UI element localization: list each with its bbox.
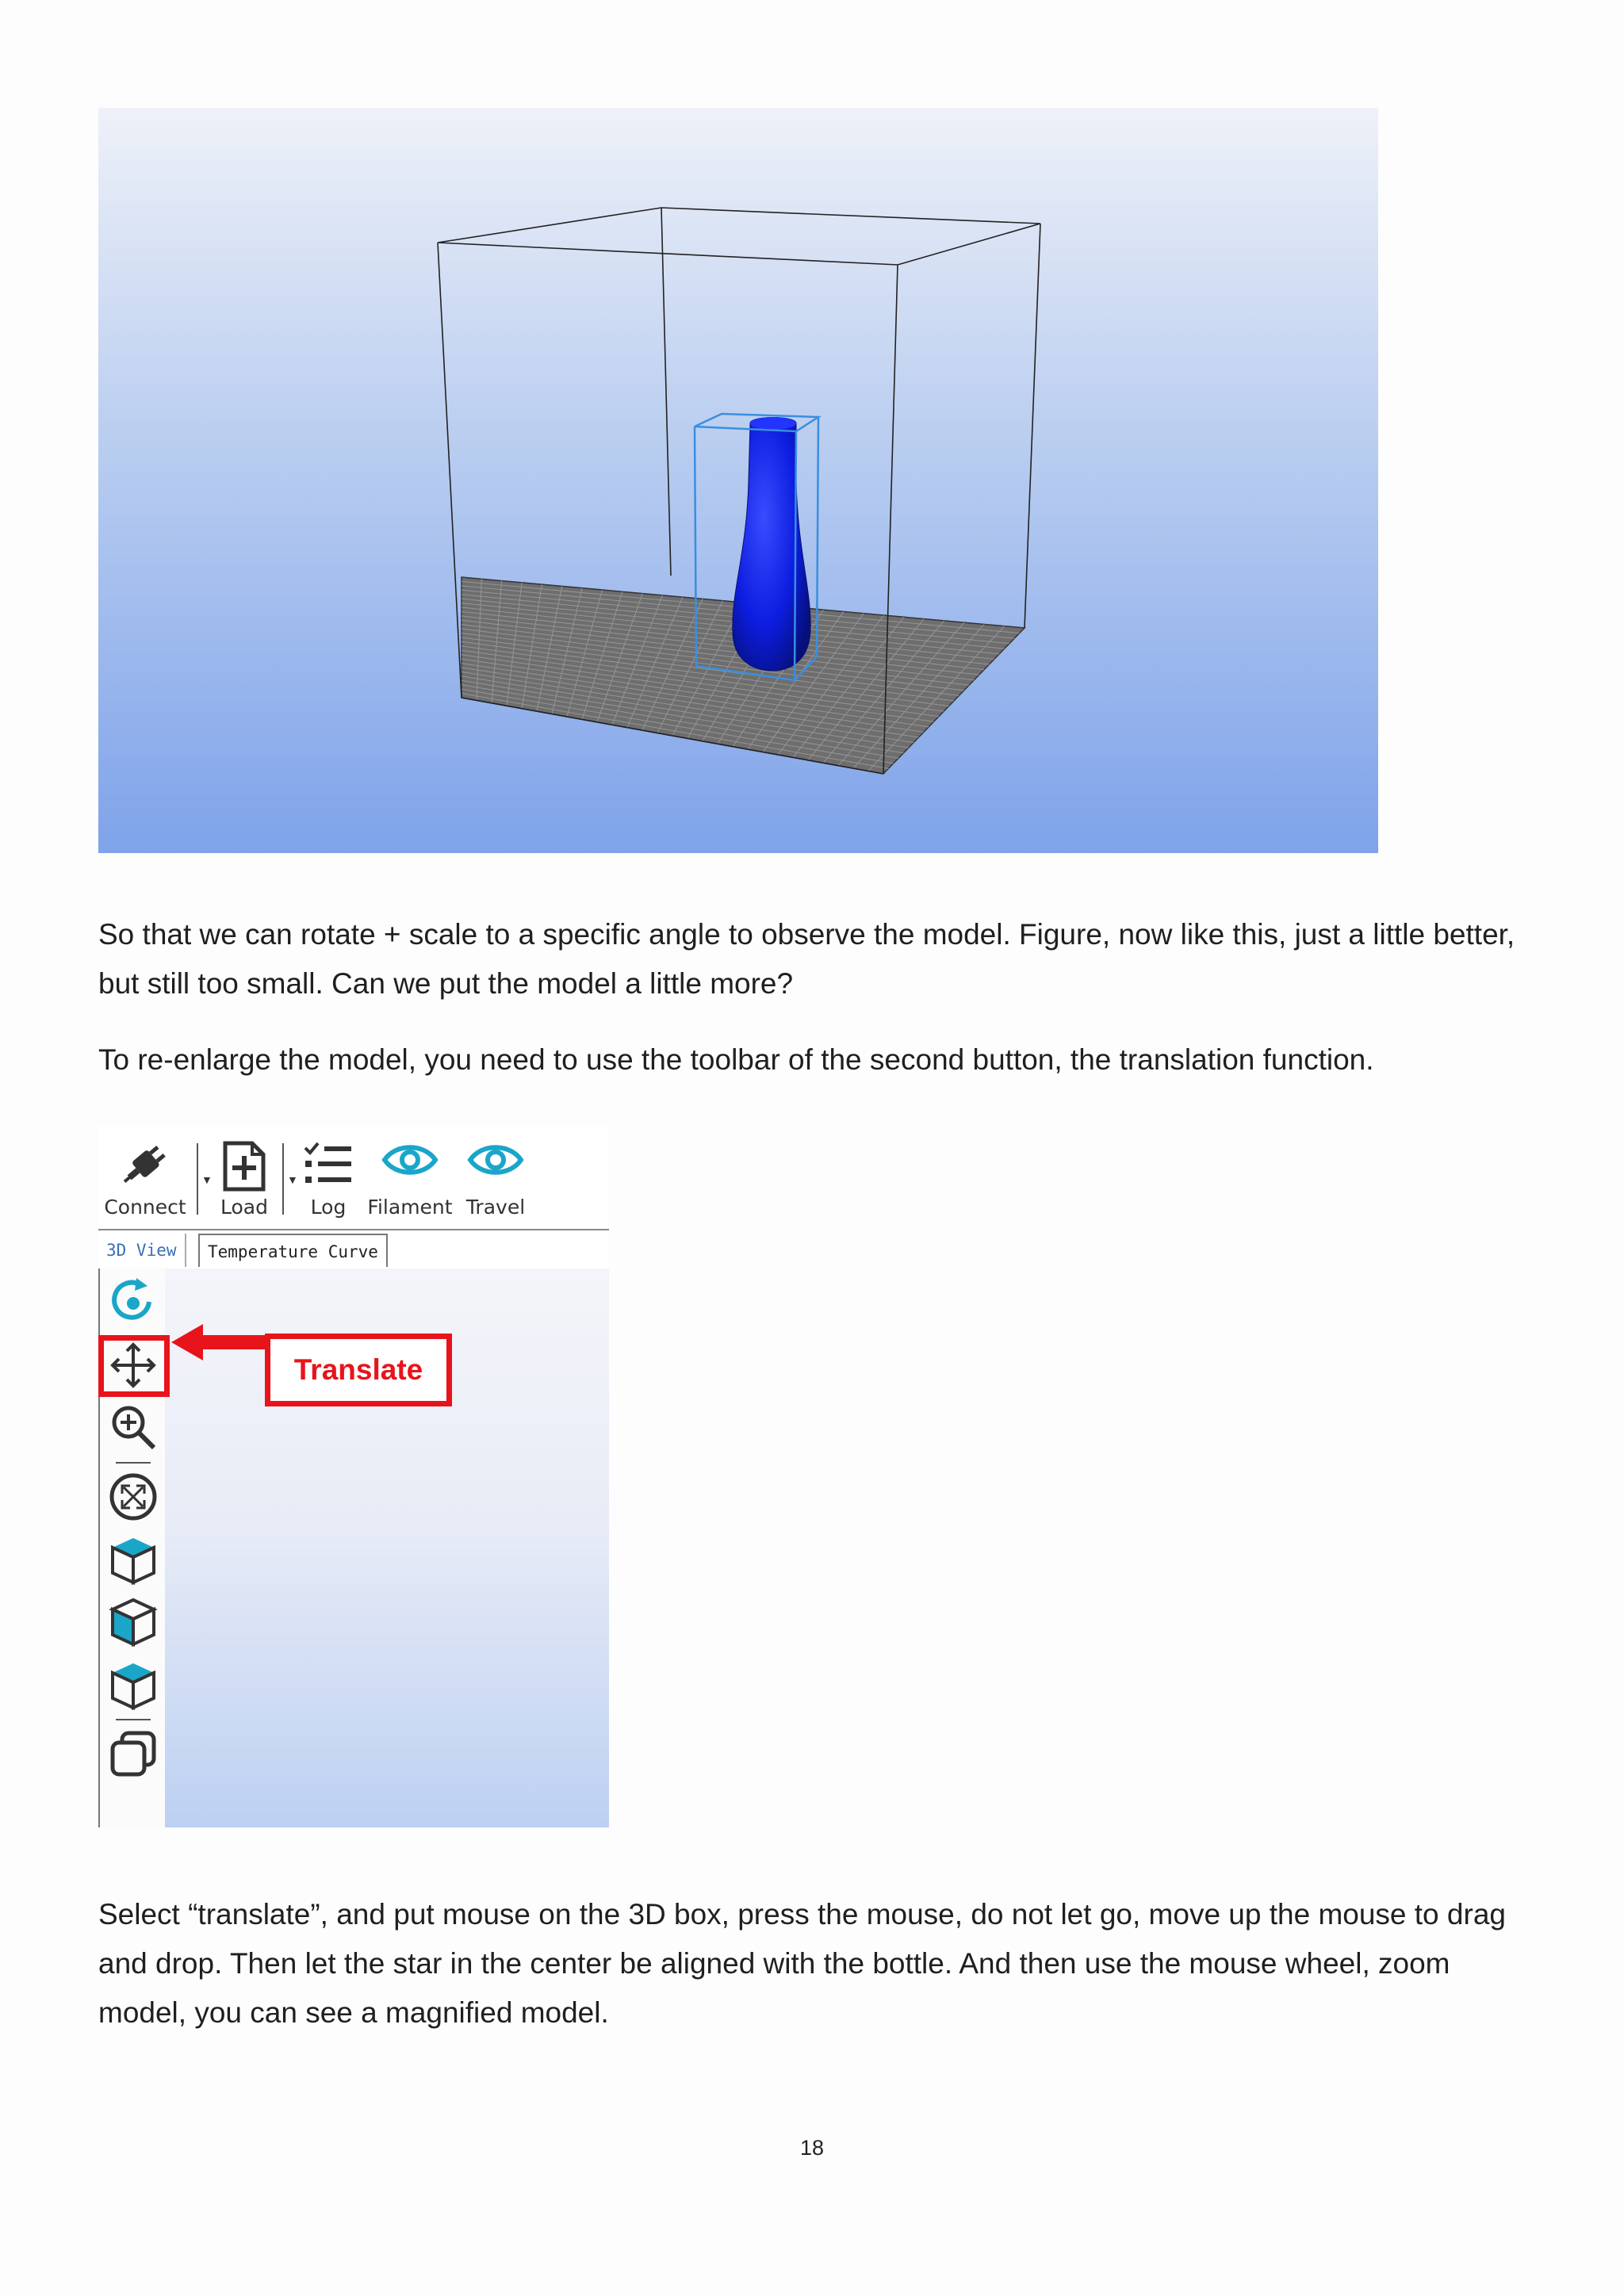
paragraph-2: To re-enlarge the model, you need to use the toolbar of the second button, the translation function. <box>98 1043 1374 1076</box>
sidebar-divider <box>116 1719 151 1720</box>
page-number: 18 <box>799 2136 825 2160</box>
travel-label: Travel <box>465 1196 526 1219</box>
caret-down-icon[interactable]: ▼ <box>287 1173 298 1186</box>
separator <box>197 1143 198 1215</box>
paragraph-3: Select “translate”, and put mouse on the 3D box, press the mouse, do not let go, move up the mouse to drag and drop. Then let the star in the center be aligned with the bottle. And then use the mouse wheel, zoom model, you can see a magnified model. <box>98 1898 1506 2029</box>
plug-icon <box>117 1140 173 1191</box>
filament-button[interactable] <box>366 1126 454 1229</box>
red-arrow-icon <box>171 1322 266 1362</box>
3d-scene <box>98 108 1378 853</box>
paragraph-1: So that we can rotate + scale to a specific angle to observe the model. Figure, now like this, just a little better, but still too small. Can we put the model a little more? <box>98 918 1515 1000</box>
eye-icon <box>467 1140 524 1180</box>
rotate-icon[interactable] <box>108 1275 159 1326</box>
file-add-icon <box>220 1140 268 1192</box>
load-label: Load <box>220 1196 268 1219</box>
tab-3d-view[interactable]: 3D View <box>98 1234 186 1267</box>
3d-view-figure <box>98 108 1378 853</box>
sidebar-divider <box>116 1462 151 1464</box>
tab-temperature-curve[interactable]: Temperature Curve <box>198 1234 388 1267</box>
translate-highlight-box <box>98 1335 170 1397</box>
vase-model <box>733 417 810 671</box>
caret-down-icon[interactable]: ▼ <box>201 1173 213 1186</box>
view-tabs <box>98 1229 609 1270</box>
log-button[interactable] <box>297 1126 360 1229</box>
connect-label: Connect <box>104 1196 186 1219</box>
zoom-in-icon[interactable] <box>108 1402 159 1452</box>
separator <box>282 1143 284 1215</box>
toolbar <box>98 1126 609 1229</box>
translate-callout: Translate <box>265 1334 452 1406</box>
list-check-icon <box>301 1140 356 1191</box>
layers-icon[interactable] <box>108 1728 159 1779</box>
filament-label: Filament <box>367 1196 453 1219</box>
toolbar-screenshot <box>98 1126 609 1827</box>
travel-button[interactable] <box>460 1126 531 1229</box>
eye-icon <box>381 1140 439 1180</box>
cube-top-view-icon[interactable] <box>108 1535 159 1586</box>
cube-front-view-icon[interactable] <box>108 1660 159 1711</box>
connect-button[interactable] <box>98 1126 192 1229</box>
load-button[interactable] <box>213 1126 276 1229</box>
fit-view-icon[interactable] <box>108 1471 159 1522</box>
cube-iso-view-icon[interactable] <box>108 1597 159 1647</box>
log-label: Log <box>310 1196 347 1219</box>
